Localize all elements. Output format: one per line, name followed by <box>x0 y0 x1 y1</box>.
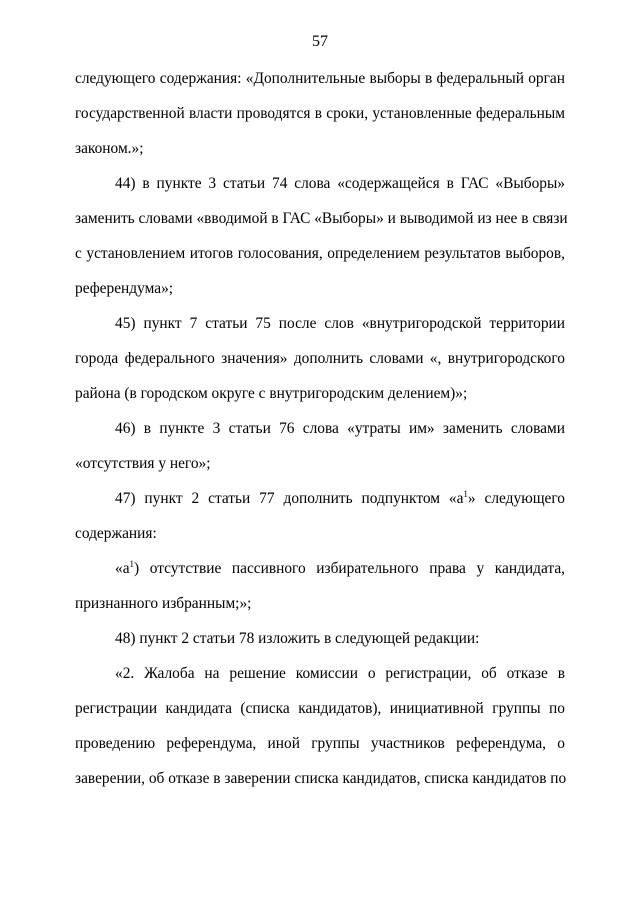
text-line <box>115 559 565 579</box>
text-line: с установлением итогов голосования, определением результатов выборов, <box>75 245 565 262</box>
text-line: «2. Жалоба на решение комиссии о регистрации, об отказе в <box>115 665 565 682</box>
text-line: признанного избранным;»; <box>75 595 252 612</box>
text-segment: 47) пункт 2 статьи 77 дополнить подпунктом «а <box>115 490 464 507</box>
text-line: города федерального значения» дополнить словами «, внутригородского <box>75 350 565 367</box>
text-line: заверении, об отказе в заверении списка кандидатов, списка кандидатов по <box>75 770 567 787</box>
text-line: 44) в пункте 3 статьи 74 слова «содержащейся в ГАС «Выборы» <box>115 175 565 192</box>
text-line: регистрации кандидата (списка кандидатов), инициативной группы по <box>75 700 565 717</box>
text-line: 45) пункт 7 статьи 75 после слов «внутригородской территории <box>115 315 565 332</box>
text-line: 46) в пункте 3 статьи 76 слова «утраты им» заменить словами <box>115 420 565 437</box>
text-line: референдума»; <box>75 280 174 297</box>
text-line: района (в городском округе с внутригородским делением)»; <box>75 385 468 402</box>
text-line: заменить словами «вводимой в ГАС «Выборы» и выводимой из нее в связи <box>75 210 568 227</box>
text-segment: «а <box>115 560 130 577</box>
superscript: 1 <box>463 488 468 499</box>
text-segment: » следующего <box>467 490 565 507</box>
text-line: содержания: <box>75 525 157 542</box>
text-line <box>115 489 565 509</box>
text-line: проведению референдума, иной группы участников референдума, о <box>75 735 565 752</box>
text-segment: ) отсутствие пассивного избирательного права у кандидата, <box>134 560 565 577</box>
text-line: законом.»; <box>75 140 144 157</box>
text-line: 48) пункт 2 статьи 78 изложить в следующей редакции: <box>115 630 480 647</box>
text-line: государственной власти проводятся в сроки, установленные федеральным <box>75 105 565 122</box>
text-line: следующего содержания: «Дополнительные выборы в федеральный орган <box>75 70 565 87</box>
page-number: 57 <box>312 33 328 50</box>
text-line: «отсутствия у него»; <box>75 455 211 472</box>
superscript: 1 <box>129 558 135 569</box>
